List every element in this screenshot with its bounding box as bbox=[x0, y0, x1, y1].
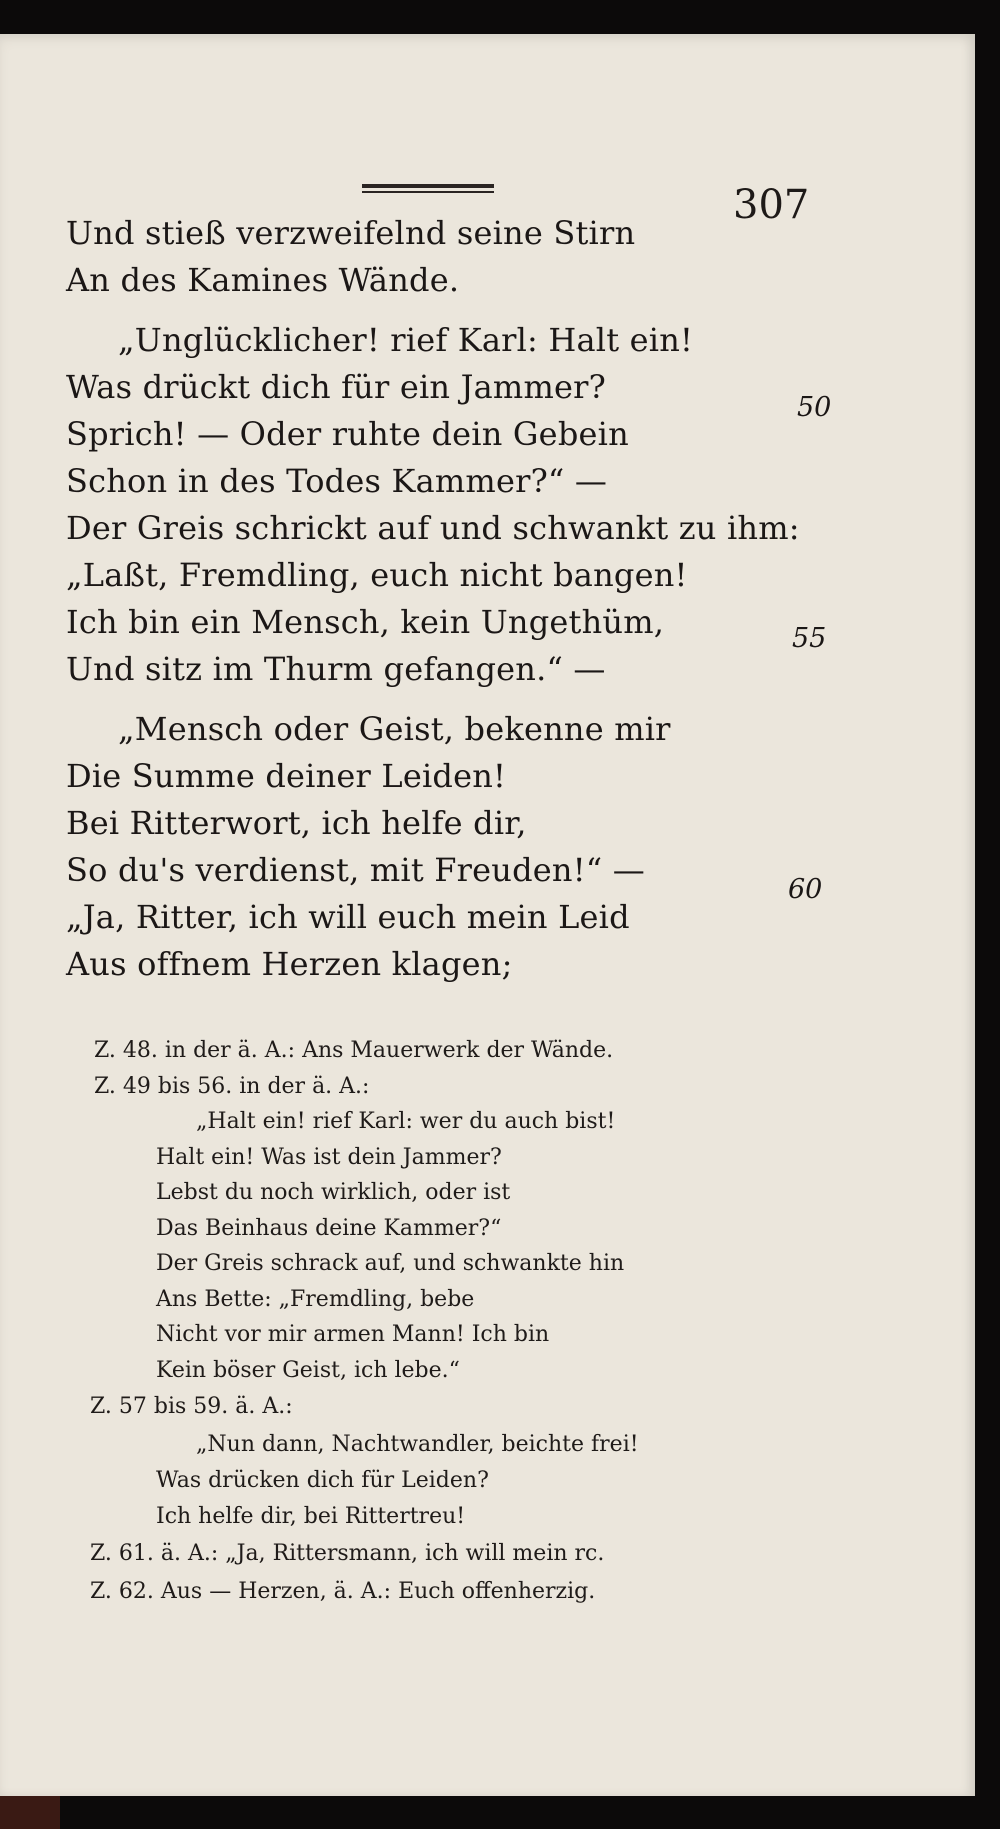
page-number: 307 bbox=[733, 182, 810, 228]
verse-line: Und stieß verzweifelnd seine Stirn bbox=[66, 214, 636, 252]
verse-line: „Unglücklicher! rief Karl: Halt ein! bbox=[118, 321, 694, 359]
verse-line: Ich bin ein Mensch, kein Ungethüm, bbox=[66, 603, 665, 641]
footnote-line: Ans Bette: „Fremdling, bebe bbox=[156, 1287, 475, 1312]
verse-line: Aus offnem Herzen klagen; bbox=[66, 945, 513, 983]
verse-line: „Mensch oder Geist, bekenne mir bbox=[118, 710, 671, 748]
line-number: 50 bbox=[797, 392, 832, 423]
verse-line: „Laßt, Fremdling, euch nicht bangen! bbox=[66, 556, 688, 594]
verse-line: Sprich! — Oder ruhte dein Gebein bbox=[66, 415, 629, 453]
verse-line: An des Kamines Wände. bbox=[66, 261, 460, 299]
verse-line: Was drückt dich für ein Jammer? bbox=[66, 368, 606, 406]
line-number: 60 bbox=[788, 874, 823, 905]
footnote-line: „Halt ein! rief Karl: wer du auch bist! bbox=[196, 1109, 616, 1134]
footnote-line: Halt ein! Was ist dein Jammer? bbox=[156, 1145, 502, 1170]
footnote-line: Der Greis schrack auf, und schwankte hin bbox=[156, 1251, 625, 1276]
footnote-line: Lebst du noch wirklich, oder ist bbox=[156, 1180, 511, 1205]
footnote-line: Z. 49 bis 56. in der ä. A.: bbox=[94, 1074, 370, 1099]
verse-line: Die Summe deiner Leiden! bbox=[66, 757, 507, 795]
verse-line: Der Greis schrickt auf und schwankt zu ihm: bbox=[66, 509, 800, 547]
line-number: 55 bbox=[792, 623, 827, 654]
footnote-line: „Nun dann, Nachtwandler, beichte frei! bbox=[196, 1432, 639, 1457]
verse-line: Bei Ritterwort, ich helfe dir, bbox=[66, 804, 527, 842]
verse-line: Und sitz im Thurm gefangen.“ — bbox=[66, 650, 606, 688]
book-page bbox=[0, 34, 975, 1796]
footnote-line: Das Beinhaus deine Kammer?“ bbox=[156, 1216, 502, 1241]
book-cover-edge bbox=[0, 1796, 60, 1829]
footnote-line: Was drücken dich für Leiden? bbox=[156, 1468, 489, 1493]
verse-line: „Ja, Ritter, ich will euch mein Leid bbox=[66, 898, 630, 936]
verse-line: Schon in des Todes Kammer?“ — bbox=[66, 462, 608, 500]
footnote-line: Ich helfe dir, bei Rittertreu! bbox=[156, 1504, 466, 1529]
header-rule bbox=[362, 184, 494, 196]
footnote-line: Z. 57 bis 59. ä. A.: bbox=[90, 1394, 293, 1419]
footnote-line: Kein böser Geist, ich lebe.“ bbox=[156, 1358, 460, 1383]
verse-line: So du's verdienst, mit Freuden!“ — bbox=[66, 851, 645, 889]
footnote-line: Z. 62. Aus — Herzen, ä. A.: Euch offenherzig. bbox=[90, 1579, 596, 1604]
footnote-line: Z. 48. in der ä. A.: Ans Mauerwerk der Wände. bbox=[94, 1038, 614, 1063]
footnote-line: Z. 61. ä. A.: „Ja, Rittersmann, ich will mein rc. bbox=[90, 1541, 605, 1566]
footnote-line: Nicht vor mir armen Mann! Ich bin bbox=[156, 1322, 550, 1347]
